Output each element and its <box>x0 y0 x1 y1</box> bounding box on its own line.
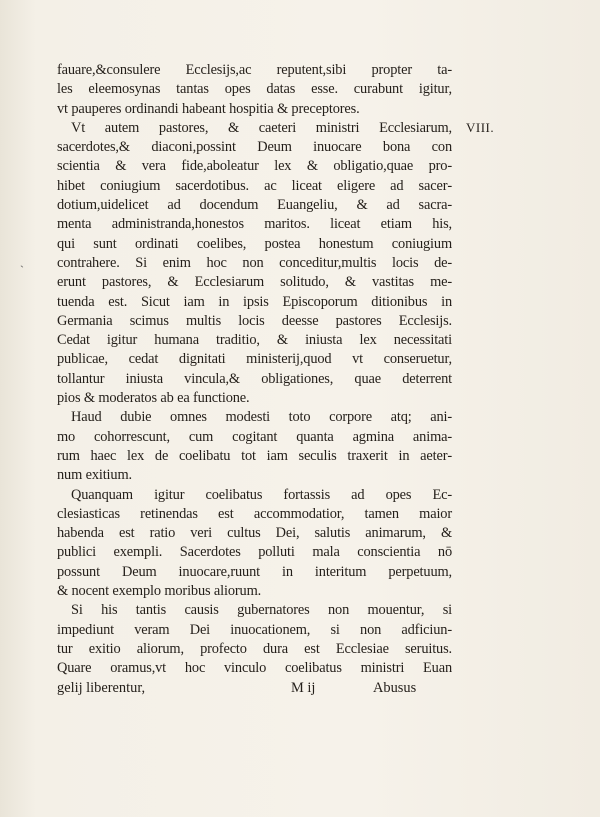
text-line: num exitium. <box>57 467 132 484</box>
text-line: qui sunt ordinati coelibes, postea honestum coniugium <box>57 235 452 252</box>
text-line: fauare,&consulere Ecclesijs,ac reputent,sibi propter ta‐ <box>57 62 452 78</box>
text-line: contrahere. Si enim hoc non conceditur,multis locis de‐ <box>57 254 452 271</box>
text-line: tollantur iniusta vincula,& obligationes, quae deterrent <box>57 370 452 387</box>
text-line: menta administranda,honestos maritos. liceat etiam his, <box>57 216 452 233</box>
text-line: clesiasticas retinendas est accommodatior, tamen maior <box>57 505 452 522</box>
text-line: Germania scimus multis locis deesse pastores Ecclesijs. <box>57 312 452 329</box>
text-line: Vt autem pastores, & caeteri ministri Ecclesiarum, <box>71 119 452 136</box>
text-line: Cedat igitur humana traditio, & iniusta lex necessitati <box>57 332 452 349</box>
text-line: pios & moderatos ab ea functione. <box>57 390 250 407</box>
margin-mark: ˎ <box>20 254 24 268</box>
text-line: Quare oramus,vt hoc vinculo coelibatus ministri Euan <box>57 660 452 677</box>
margin-note: VIII. <box>466 120 495 135</box>
text-line: les eleemosynas tantas opes datas esse. curabunt igitur, <box>57 81 452 98</box>
text-line: habenda est ratio veri cultus Dei, salutis animarum, & <box>57 525 452 542</box>
last-line <box>57 679 452 698</box>
text-line: Haud dubie omnes modesti toto corpore atq; ani‐ <box>71 409 452 426</box>
text-line: Quanquam igitur coelibatus fortassis ad opes Ec‐ <box>71 486 452 503</box>
final-text: gelij liberentur, <box>57 679 146 696</box>
text-line: erunt pastores, & Ecclesiarum solitudo, & vastitas me‐ <box>57 274 452 291</box>
text-line: hibet coniugium sacerdotibus. ac liceat eligere ad sacer‐ <box>57 177 452 194</box>
catchword: Abusus <box>373 679 417 696</box>
text-line: scientia & vera fide,aboleatur lex & obligatio,quae pro‐ <box>57 158 452 175</box>
text-line: dotium,uidelicet ad docendum Euangeliu, & ad sacra‐ <box>57 197 452 214</box>
text-line: tuenda est. Sicut iam in ipsis Episcoporum ditionibus in <box>57 293 452 310</box>
text-line: rum haec lex de coelibatu tot iam seculis traxerit in aeter‐ <box>57 447 452 464</box>
text-line: vt pauperes ordinandi habeant hospitia & preceptores. <box>57 100 360 117</box>
text-line: mo cohorrescunt, cum cogitant quanta agmina anima‐ <box>57 428 452 445</box>
signature-mark: M ij <box>291 679 316 696</box>
body-text <box>57 61 452 698</box>
text-line: Si his tantis causis gubernatores non mouentur, si <box>71 602 452 619</box>
text-line: publici exempli. Sacerdotes polluti mala conscientia nō <box>57 544 452 561</box>
text-line: & nocent exemplo moribus aliorum. <box>57 583 262 600</box>
text-line: tur exitio aliorum, profecto dura est Ecclesiae seruitus. <box>57 640 452 657</box>
text-line: possunt Deum inuocare,ruunt in interitum perpetuum, <box>57 563 452 580</box>
text-line: sacerdotes,& diaconi,possint Deum inuocare bona con <box>57 139 452 156</box>
text-line: publicae, cedat dignitati ministerij,quod vt conseruetur, <box>57 351 452 368</box>
text-line: impediunt veram Dei inuocationem, si non adficiun‐ <box>57 621 452 638</box>
